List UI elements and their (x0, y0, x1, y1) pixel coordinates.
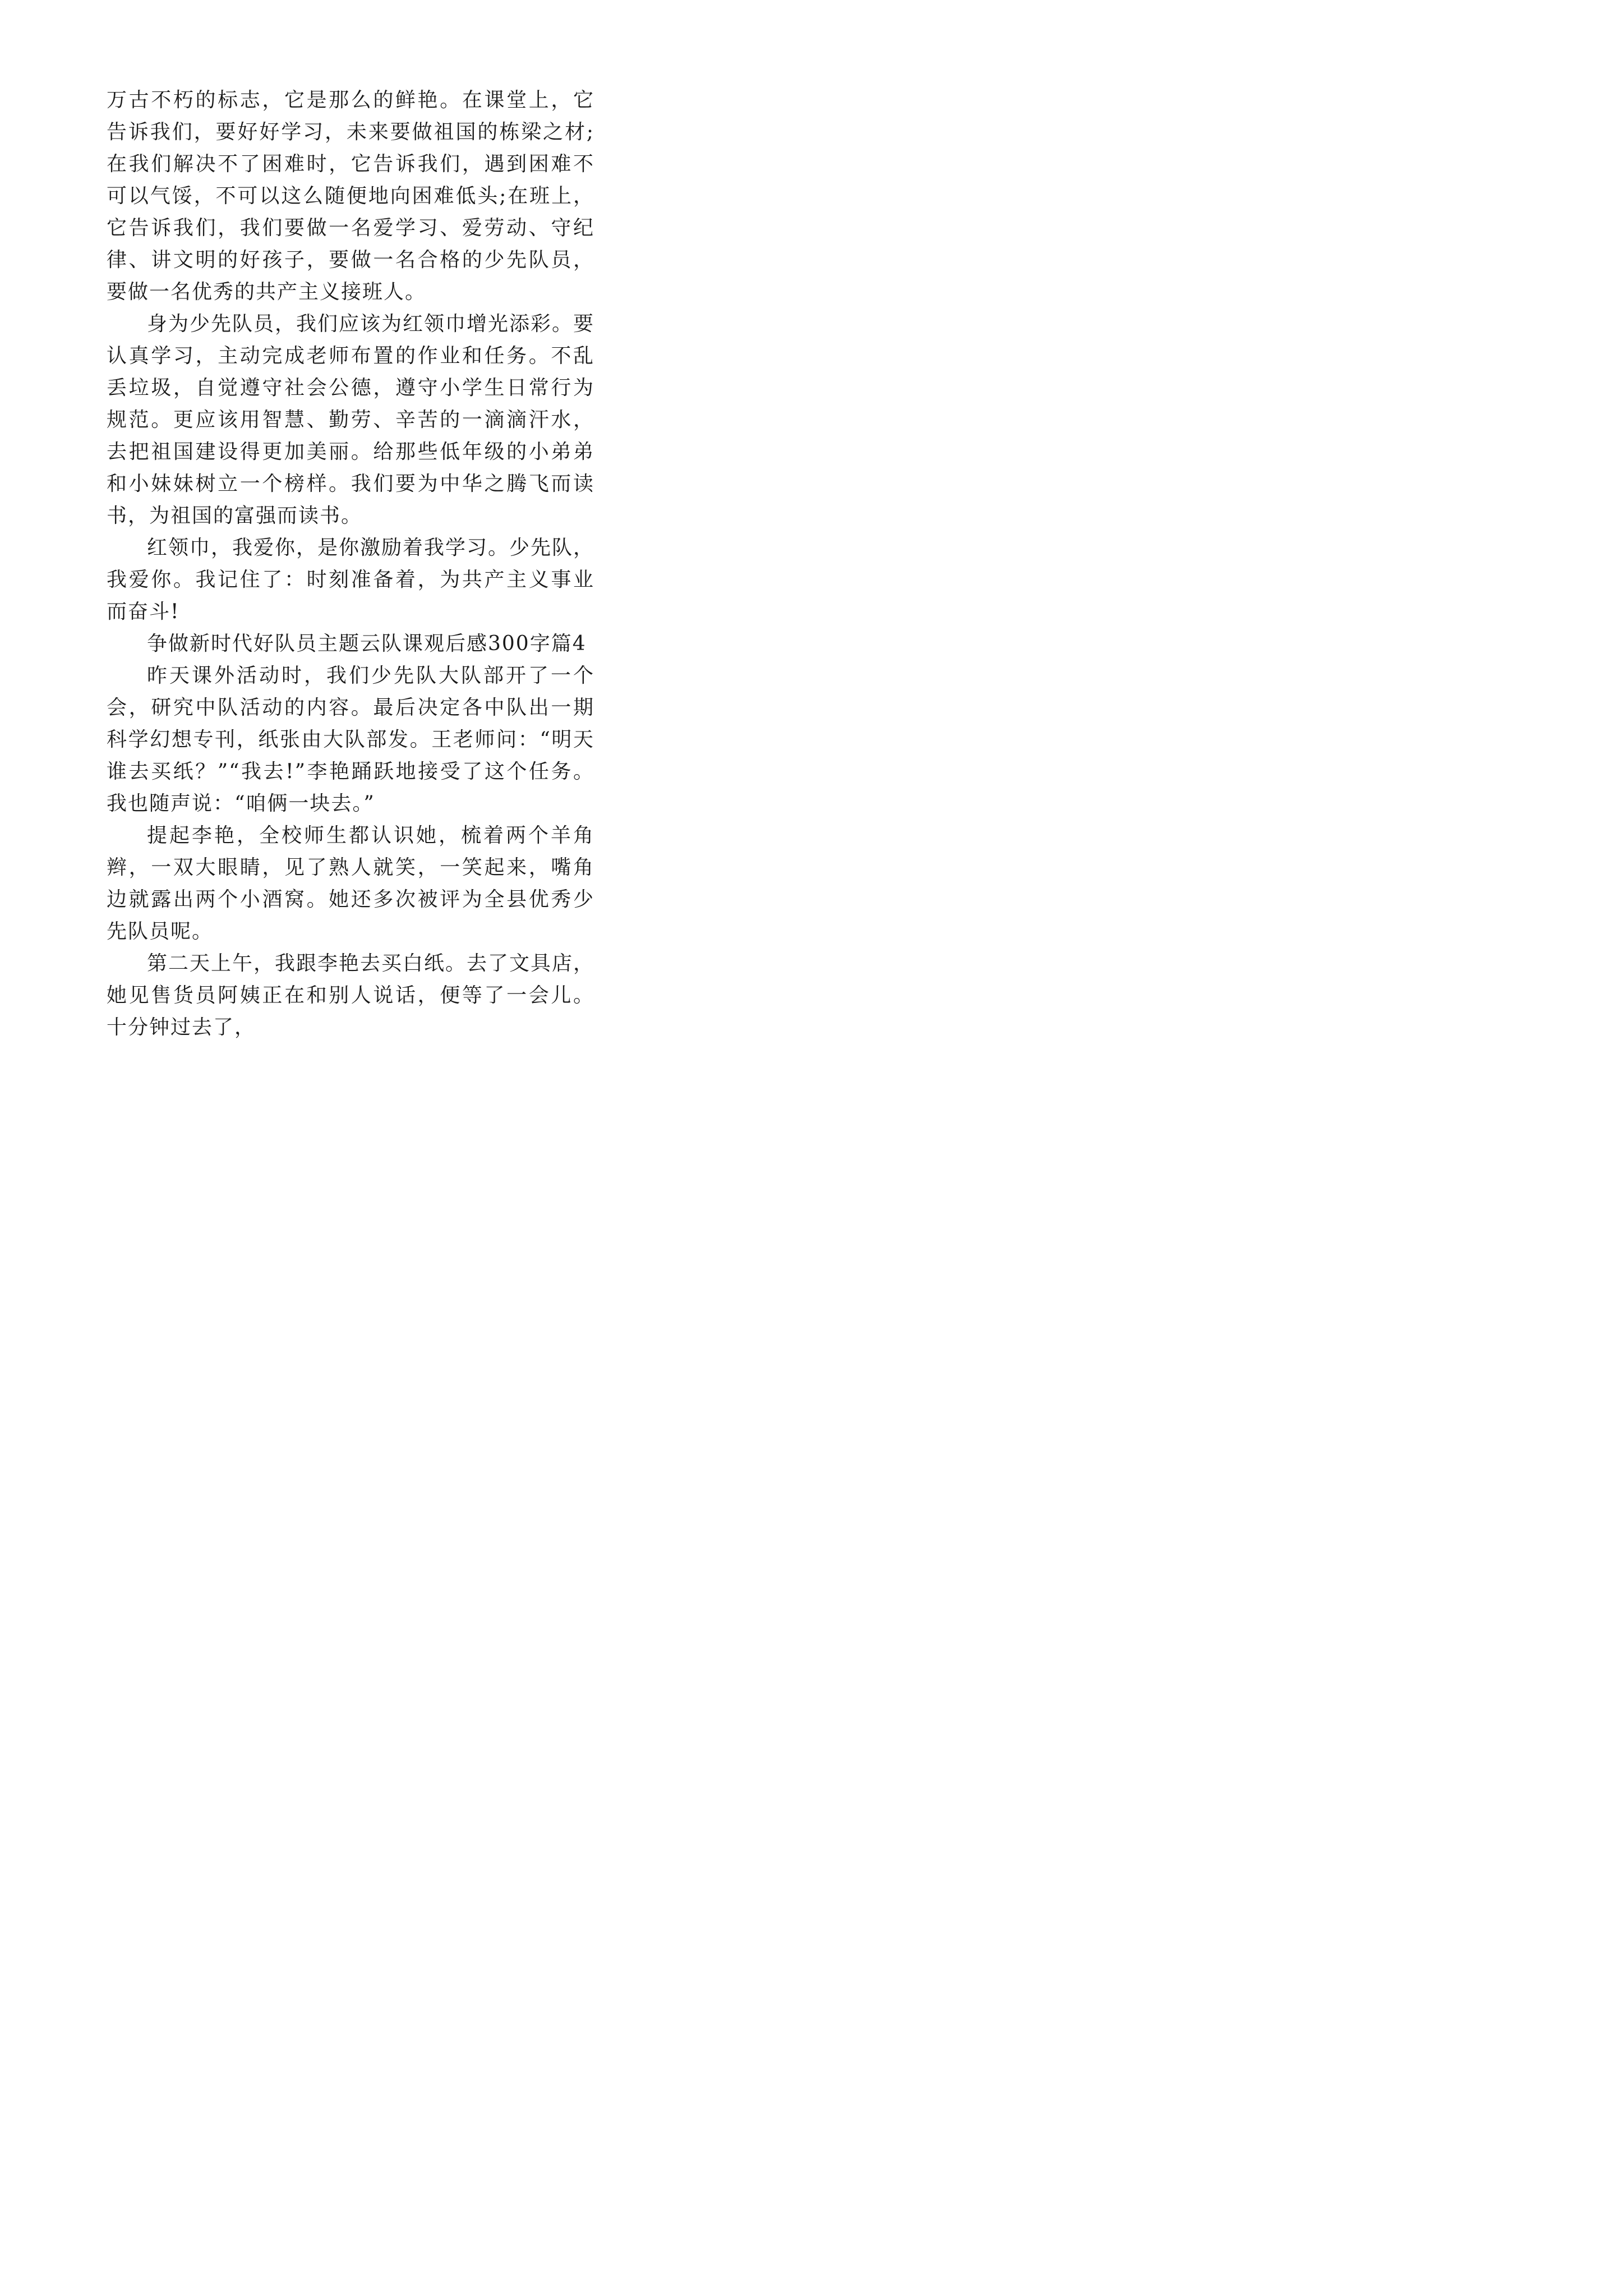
paragraph: 红领巾，我爱你，是你激励着我学习。少先队，我爱你。我记住了：时刻准备着，为共产主义事业而奋斗! (107, 536, 595, 623)
document-page (0, 0, 695, 1039)
paragraph-continued: 万古不朽的标志，它是那么的鲜艳。在课堂上，它告诉我们，要好好学习，未来要做祖国的栋梁之材;在我们解决不了困难时，它告诉我们，遇到困难不可以气馁，不可以这么随便地向困难低头;在班上，它告诉我们，我们要做一名爱学习、爱劳动、守纪律、讲文明的好孩子，要做一名合格的少先队员，要做一名优秀的共产主义接班人。 (107, 89, 594, 303)
paragraph: 身为少先队员，我们应该为红领巾增光添彩。要认真学习，主动完成老师布置的作业和任务。不乱丢垃圾，自觉遵守社会公德，遵守小学生日常行为规范。更应该用智慧、勤劳、辛苦的一滴滴汗水，去把祖国建设得更加美丽。给那些低年级的小弟弟和小妹妹树立一个榜样。我们要为中华之腾飞而读书，为祖国的富强而读书。 (107, 312, 595, 527)
paragraph: 提起李艳，全校师生都认识她，梳着两个羊角辫，一双大眼睛，见了熟人就笑，一笑起来，嘴角边就露出两个小酒窝。她还多次被评为全县优秀少先队员呢。 (107, 824, 594, 943)
paragraph: 第二天上午，我跟李艳去买白纸。去了文具店，她见售货员阿姨正在和别人说话，便等了一会儿。十分钟过去了， (107, 952, 595, 1039)
paragraph: 昨天课外活动时，我们少先队大队部开了一个会，研究中队活动的内容。最后决定各中队出一期科学幻想专刊，纸张由大队部发。王老师问：“明天谁去买纸？”“我去!”李艳踊跃地接受了这个任务。我也随声说：“咱俩一块去。” (107, 664, 594, 815)
document-body (107, 84, 594, 1043)
section-heading: 争做新时代好队员主题云队课观后感300字篇4 (147, 632, 587, 655)
